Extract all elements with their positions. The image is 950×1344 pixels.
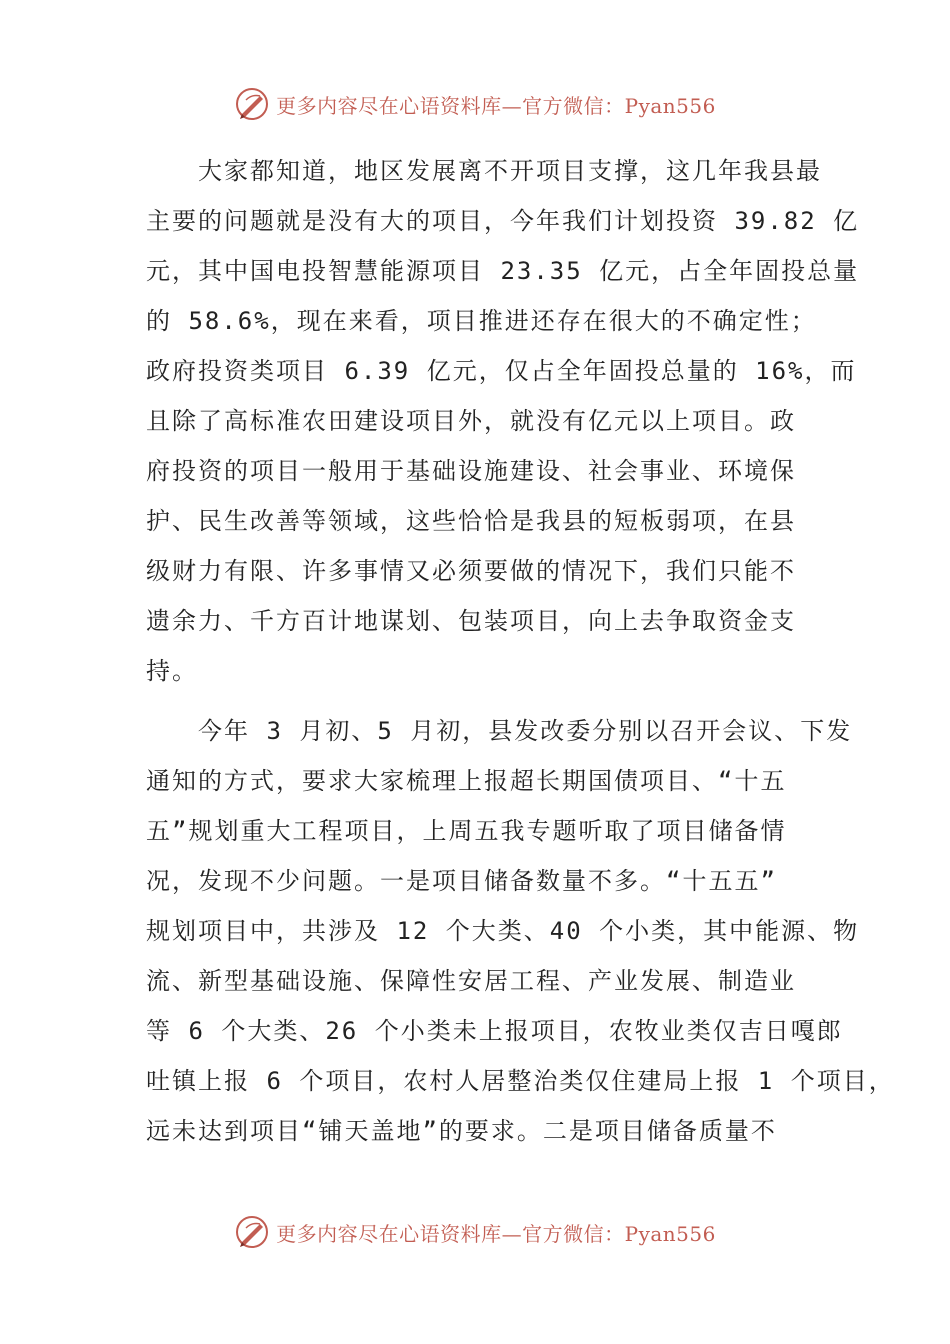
- text-line: 政府投资类项目 6.39 亿元，仅占全年固投总量的 16%，而: [146, 357, 857, 385]
- text-line: 等 6 个大类、26 个小类未上报项目，农牧业类仅吉日嘎郎: [146, 1017, 843, 1045]
- text-line: 吐镇上报 6 个项目，农村人居整治类仅住建局上报 1 个项目，: [146, 1067, 895, 1095]
- body-text: [146, 146, 895, 1156]
- text-line: 持。: [146, 657, 198, 685]
- text-line: 级财力有限、许多事情又必须要做的情况下，我们只能不: [146, 557, 796, 585]
- text-line: 今年 3 月初、5 月初，县发改委分别以召开会议、下发: [146, 717, 853, 745]
- text-line: 元，其中国电投智慧能源项目 23.35 亿元，占全年固投总量: [146, 257, 860, 285]
- header-watermark-text: 更多内容尽在心语资料库—官方微信：Pyan556: [276, 93, 716, 118]
- text-line: 大家都知道，地区发展离不开项目支撑，这几年我县最: [146, 157, 822, 185]
- text-line: 五”规划重大工程项目，上周五我专题听取了项目储备情: [146, 817, 787, 845]
- paragraph-2: [146, 706, 895, 1156]
- text-line: 护、民生改善等领域，这些恰恰是我县的短板弱项，在县: [146, 507, 796, 535]
- pen-logo-icon: [234, 1214, 270, 1250]
- text-line: 规划项目中，共涉及 12 个大类、40 个小类，其中能源、物: [146, 917, 860, 945]
- text-line: 流、新型基础设施、保障性安居工程、产业发展、制造业: [146, 967, 796, 995]
- text-line: 远未达到项目“铺天盖地”的要求。二是项目储备质量不: [146, 1117, 777, 1145]
- footer-watermark: [0, 1212, 950, 1252]
- text-line: 通知的方式，要求大家梳理上报超长期国债项目、“十五: [146, 767, 787, 795]
- pen-logo-icon: [234, 86, 270, 122]
- text-line: 的 58.6%，现在来看，项目推进还存在很大的不确定性；: [146, 307, 817, 335]
- text-line: 且除了高标准农田建设项目外，就没有亿元以上项目。政: [146, 407, 796, 435]
- text-line: 况，发现不少问题。一是项目储备数量不多。“十五五”: [146, 867, 777, 895]
- footer-watermark-text: 更多内容尽在心语资料库—官方微信：Pyan556: [276, 1221, 716, 1246]
- paragraph-1: [146, 146, 860, 696]
- header-watermark: [0, 84, 950, 124]
- text-line: 主要的问题就是没有大的项目，今年我们计划投资 39.82 亿: [146, 207, 860, 235]
- text-line: 遗余力、千方百计地谋划、包装项目，向上去争取资金支: [146, 607, 796, 635]
- text-line: 府投资的项目一般用于基础设施建设、社会事业、环境保: [146, 457, 796, 485]
